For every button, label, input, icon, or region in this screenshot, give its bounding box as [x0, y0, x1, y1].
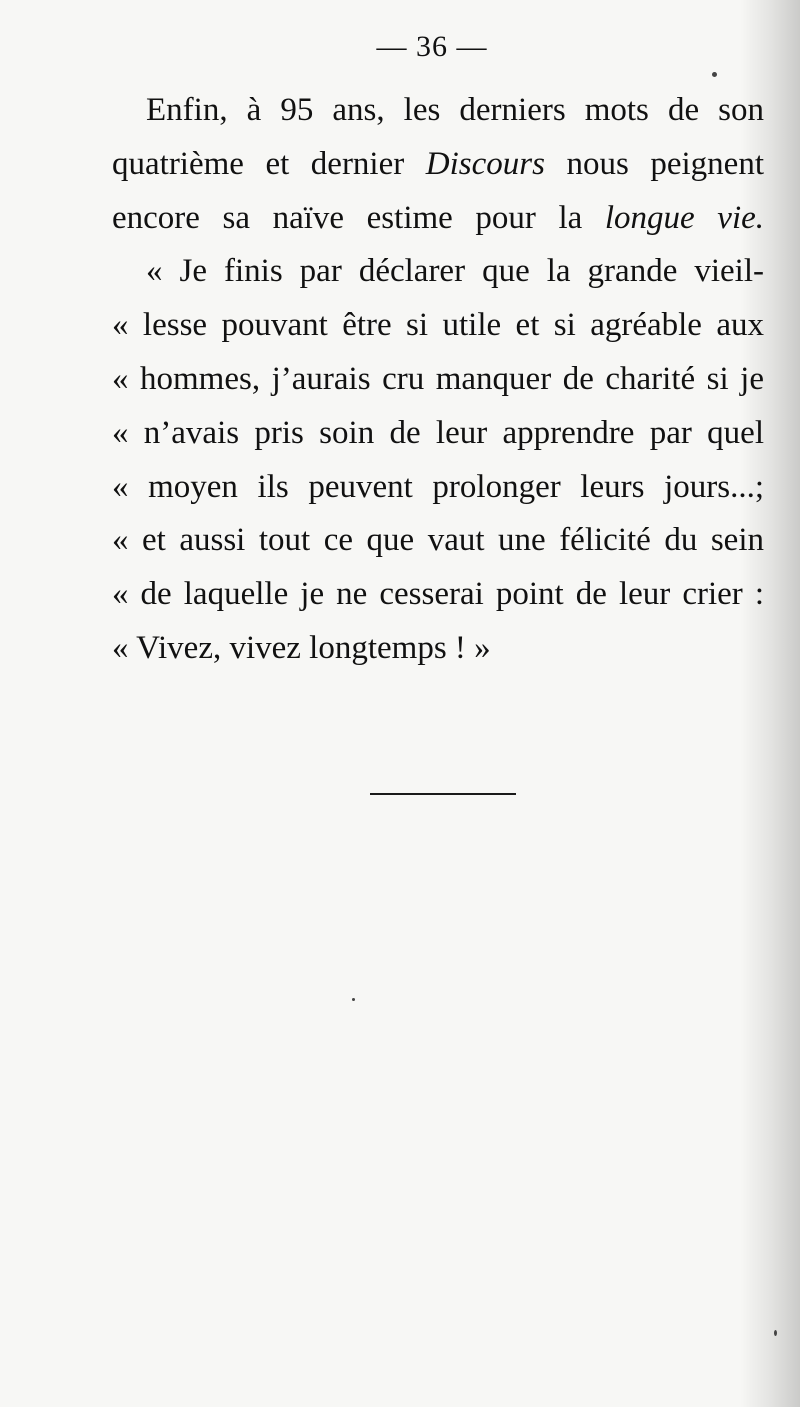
quote-line-6: « et aussi tout ce que vaut une félicité du sein — [112, 522, 764, 559]
paragraph-line-3: encore sa naïve estime pour la longue vie. — [112, 199, 765, 236]
quote-line-1: « Je finis par déclarer que la grande vieil- — [146, 253, 764, 290]
quote-line-5: « moyen ils peuvent prolonger leurs jours...; — [112, 468, 764, 505]
print-speck — [774, 1330, 777, 1336]
print-speck — [352, 998, 355, 1001]
paragraph-line-1: Enfin, à 95 ans, les derniers mots de son — [146, 92, 764, 128]
italic-phrase: longue vie. — [604, 199, 765, 236]
quote-line-7: « de laquelle je ne cesserai point de leur crier : — [112, 576, 764, 613]
italic-title: Discours — [425, 145, 545, 182]
paragraph-line-2: quatrième et dernier Discours nous peignent — [112, 145, 764, 182]
print-speck — [712, 72, 717, 77]
quote-line-4: « n’avais pris soin de leur apprendre par quel — [112, 414, 764, 451]
section-end-rule — [370, 793, 516, 795]
page-number: — 36 — — [376, 30, 488, 63]
quote-line-2: « lesse pouvant être si utile et si agréable aux — [112, 307, 764, 344]
quote-line-3: « hommes, j’aurais cru manquer de charité si je — [112, 360, 764, 397]
body-text — [112, 84, 764, 676]
quote-line-8: « Vivez, vivez longtemps ! » — [112, 629, 491, 666]
